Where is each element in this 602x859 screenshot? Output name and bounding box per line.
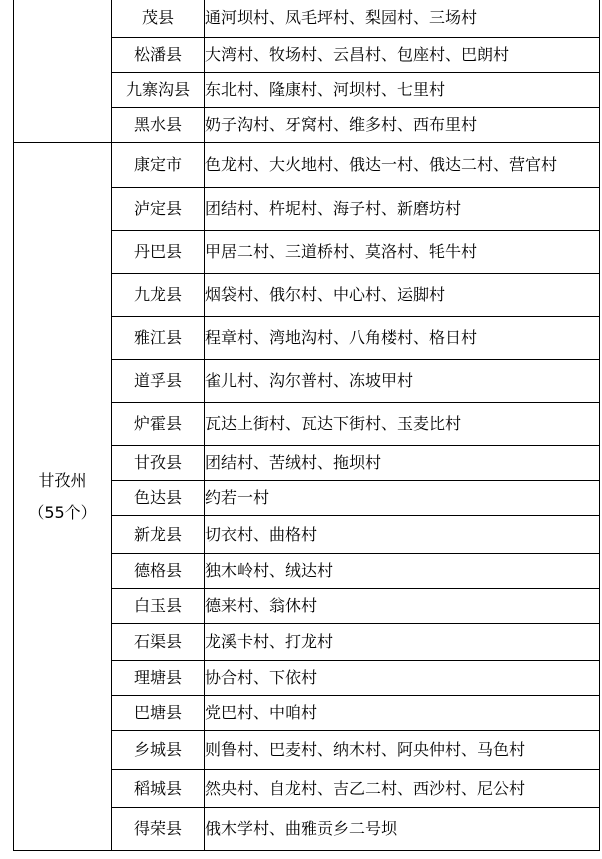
- villages-cell: 协合村、下依村: [205, 661, 600, 696]
- county-cell: 雅江县: [112, 317, 205, 360]
- county-cell: 丹巴县: [112, 231, 205, 274]
- region-cell: [14, 0, 112, 143]
- villages-cell: 通河坝村、凤毛坪村、梨园村、三场村: [205, 0, 600, 38]
- region-cell: [14, 143, 112, 851]
- county-cell: 甘孜县: [112, 446, 205, 481]
- county-cell: 泸定县: [112, 188, 205, 231]
- county-cell: 康定市: [112, 143, 205, 188]
- table-row: [14, 0, 600, 38]
- villages-cell: 德来村、翁休村: [205, 589, 600, 624]
- county-cell: 茂县: [112, 0, 205, 38]
- county-cell: 巴塘县: [112, 696, 205, 731]
- county-cell: 理塘县: [112, 661, 205, 696]
- county-cell: 乡城县: [112, 731, 205, 770]
- villages-cell: 瓦达上街村、瓦达下街村、玉麦比村: [205, 403, 600, 446]
- county-cell: 松潘县: [112, 38, 205, 73]
- villages-cell: 则鲁村、巴麦村、纳木村、阿央仲村、马色村: [205, 731, 600, 770]
- county-cell: 稻城县: [112, 770, 205, 808]
- region-name: 甘孜州: [38, 470, 87, 490]
- villages-cell: 东北村、隆康村、河坝村、七里村: [205, 73, 600, 108]
- villages-cell: 龙溪卡村、打龙村: [205, 624, 600, 661]
- villages-cell: 奶子沟村、牙窝村、维多村、西布里村: [205, 108, 600, 143]
- county-cell: 道孚县: [112, 360, 205, 403]
- villages-cell: 党巴村、中咱村: [205, 696, 600, 731]
- villages-cell: 约若一村: [205, 481, 600, 516]
- villages-cell: 独木岭村、绒达村: [205, 554, 600, 589]
- county-cell: 九龙县: [112, 274, 205, 317]
- villages-cell: 团结村、杵坭村、海子村、新磨坊村: [205, 188, 600, 231]
- region-count: （55个）: [28, 502, 97, 522]
- villages-cell: 程章村、湾地沟村、八角楼村、格日村: [205, 317, 600, 360]
- villages-cell: 雀儿村、沟尔普村、冻坡甲村: [205, 360, 600, 403]
- villages-cell: 俄木学村、曲雅贡乡二号坝: [205, 808, 600, 851]
- county-cell: 得荣县: [112, 808, 205, 851]
- villages-cell: 然央村、自龙村、吉乙二村、西沙村、尼公村: [205, 770, 600, 808]
- villages-cell: 团结村、苦绒村、拖坝村: [205, 446, 600, 481]
- village-list-table: [13, 0, 600, 851]
- villages-cell: 大湾村、牧场村、云昌村、包座村、巴朗村: [205, 38, 600, 73]
- county-cell: 石渠县: [112, 624, 205, 661]
- villages-cell: 色龙村、大火地村、俄达一村、俄达二村、营官村: [205, 143, 600, 188]
- county-cell: 炉霍县: [112, 403, 205, 446]
- county-cell: 白玉县: [112, 589, 205, 624]
- table-row: [14, 143, 600, 188]
- county-cell: 德格县: [112, 554, 205, 589]
- villages-cell: 甲居二村、三道桥村、莫洛村、牦牛村: [205, 231, 600, 274]
- county-cell: 黑水县: [112, 108, 205, 143]
- villages-cell: 切衣村、曲格村: [205, 516, 600, 554]
- county-cell: 色达县: [112, 481, 205, 516]
- villages-cell: 烟袋村、俄尔村、中心村、运脚村: [205, 274, 600, 317]
- county-cell: 新龙县: [112, 516, 205, 554]
- county-cell: 九寨沟县: [112, 73, 205, 108]
